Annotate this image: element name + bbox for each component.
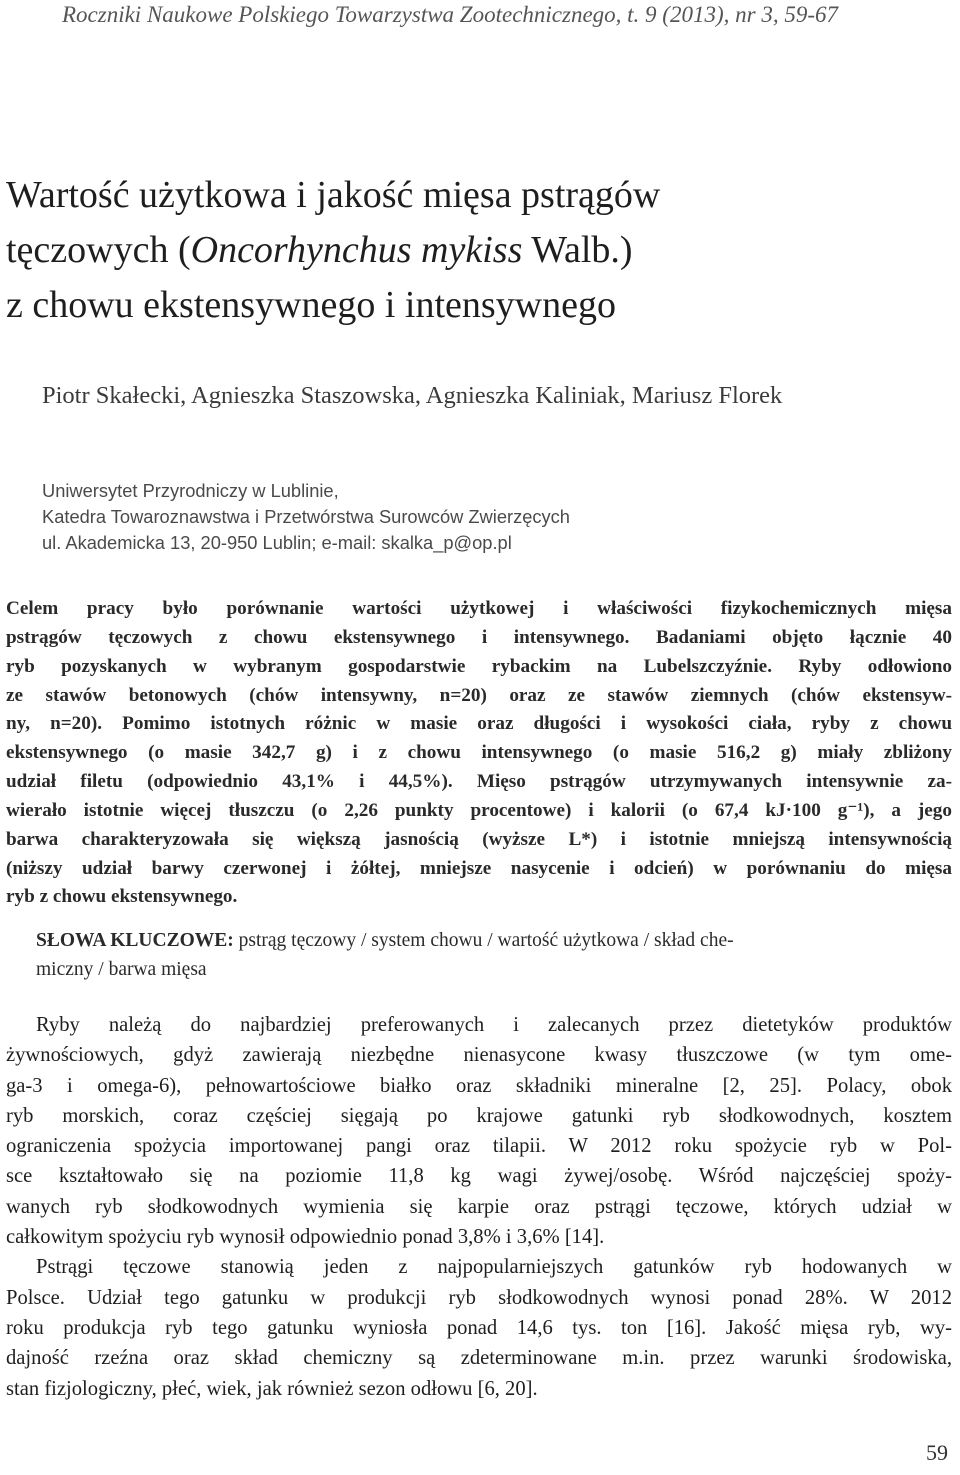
body-line: dajność rzeźna oraz skład chemiczny są zdeterminowane m.in. przez warunki środowiska, <box>6 1347 952 1370</box>
abstract-line: ryb pozyskanych w wybranym gospodarstwie rybackim na Lubelszczyźnie. Ryby odłowiono <box>6 655 952 677</box>
body-line: Ryby należą do najbardziej preferowanych i zalecanych przez dietetyków produktów <box>36 1014 952 1036</box>
body-line: wanych ryb słodkowodnych wymienia się karpie oraz pstrągi tęczowe, których udział w <box>6 1195 952 1218</box>
journal-header: Roczniki Naukowe Polskiego Towarzystwa Zootechnicznego, t. 9 (2013), nr 3, 59-67 <box>62 2 838 27</box>
body-line: ga-3 i omega-6), pełnowartościowe białko oraz składniki mineralne [2, 25]. Polacy, obok <box>6 1074 952 1097</box>
affiliation <box>42 478 942 556</box>
keywords-label: SŁOWA KLUCZOWE: <box>36 930 234 951</box>
keywords-line-2: miczny / barwa mięsa <box>36 959 207 980</box>
affiliation-line-1: Uniwersytet Przyrodniczy w Lublinie, <box>42 480 339 501</box>
affiliation-line-2: Katedra Towaroznawstwa i Przetwórstwa Surowców Zwierzęcych <box>42 506 570 527</box>
title-line-2 <box>6 223 906 278</box>
abstract-line: udział filetu (odpowiednio 43,1% i 44,5%). Mięso pstrągów utrzymywanych intensywnie za- <box>6 771 952 793</box>
abstract-line: barwa charakteryzowała się większą jasnością (wyższe L*) i istotnie mniejszą intensywnością <box>6 828 952 850</box>
abstract-line: Celem pracy było porównanie wartości użytkowej i właściwości fizykochemicznych mięsa <box>6 598 952 619</box>
article-title <box>6 168 906 333</box>
abstract-line: ze stawów betonowych (chów intensywny, n=20) oraz ze stawów ziemnych (chów ekstensyw- <box>6 684 952 706</box>
authors: Piotr Skałecki, Agnieszka Staszowska, Agnieszka Kaliniak, Mariusz Florek <box>42 382 783 409</box>
affiliation-line-3: ul. Akademicka 13, 20-950 Lublin; e-mail: skalka_p@op.pl <box>42 532 512 553</box>
body-line: roku produkcja ryb tego gatunku wyniosła ponad 14,6 tys. ton [16]. Jakość mięsa ryb, wy- <box>6 1316 952 1339</box>
body-line: stan fizjologiczny, płeć, wiek, jak również sezon odłowu [6, 20]. <box>6 1377 538 1400</box>
body-line: całkowitym spożyciu ryb wynosił odpowiednio ponad 3,8% i 3,6% [14]. <box>6 1226 605 1249</box>
body-text <box>6 1010 952 1404</box>
keywords-text-1: pstrąg tęczowy / system chowu / wartość użytkowa / skład che- <box>233 930 734 951</box>
abstract-line: ryb z chowu ekstensywnego. <box>6 886 238 908</box>
abstract-line: wierało istotnie więcej tłuszczu (o 2,26 punkty procentowe) i kalorii (o 67,4 kJ·100 g⁻¹), a jego <box>6 799 952 821</box>
title-line-3: z chowu ekstensywnego i intensywnego <box>6 284 616 326</box>
abstract-line: pstrągów tęczowych z chowu ekstensywnego i intensywnego. Badaniami objęto łącznie 40 <box>6 626 952 648</box>
species-name: Oncorhynchus mykiss <box>190 229 523 271</box>
body-line: Pstrągi tęczowe stanowią jeden z najpopularniejszych gatunków ryb hodowanych w <box>36 1256 952 1279</box>
abstract-line: ny, n=20). Pomimo istotnych różnic w masie oraz długości i wysokości ciała, ryby z chowu <box>6 713 952 735</box>
keywords <box>36 926 936 984</box>
body-line: ryb morskich, coraz częściej sięgają po krajowe gatunki ryb słodkowodnych, kosztem <box>6 1104 952 1127</box>
title-line-2-before: tęczowych ( <box>6 229 191 271</box>
body-line: żywnościowych, gdyż zawierają niezbędne nienasycone kwasy tłuszczowe (w tym ome- <box>6 1044 952 1067</box>
abstract-line: (niższy udział barwy czerwonej i żółtej, mniejsze nasycenie i odcień) w porównaniu do mięsa <box>6 857 952 879</box>
page-number: 59 <box>926 1440 948 1465</box>
body-line: ograniczenia spożycia importowanej pangi oraz tilapii. W 2012 roku spożycie ryb w Pol- <box>6 1135 952 1158</box>
abstract <box>6 595 952 912</box>
body-line: Polsce. Udział tego gatunku w produkcji ryb słodkowodnych wynosi ponad 28%. W 2012 <box>6 1286 952 1309</box>
title-line-1: Wartość użytkowa i jakość mięsa pstrągów <box>6 174 661 216</box>
body-line: sce kształtowało się na poziomie 11,8 kg wagi żywej/osobę. Wśród najczęściej spoży- <box>6 1165 952 1188</box>
title-line-2-after: Walb.) <box>522 229 633 271</box>
keywords-line-1 <box>36 926 936 955</box>
abstract-line: ekstensywnego (o masie 342,7 g) i z chowu intensywnego (o masie 516,2 g) miały zbliżony <box>6 742 952 764</box>
